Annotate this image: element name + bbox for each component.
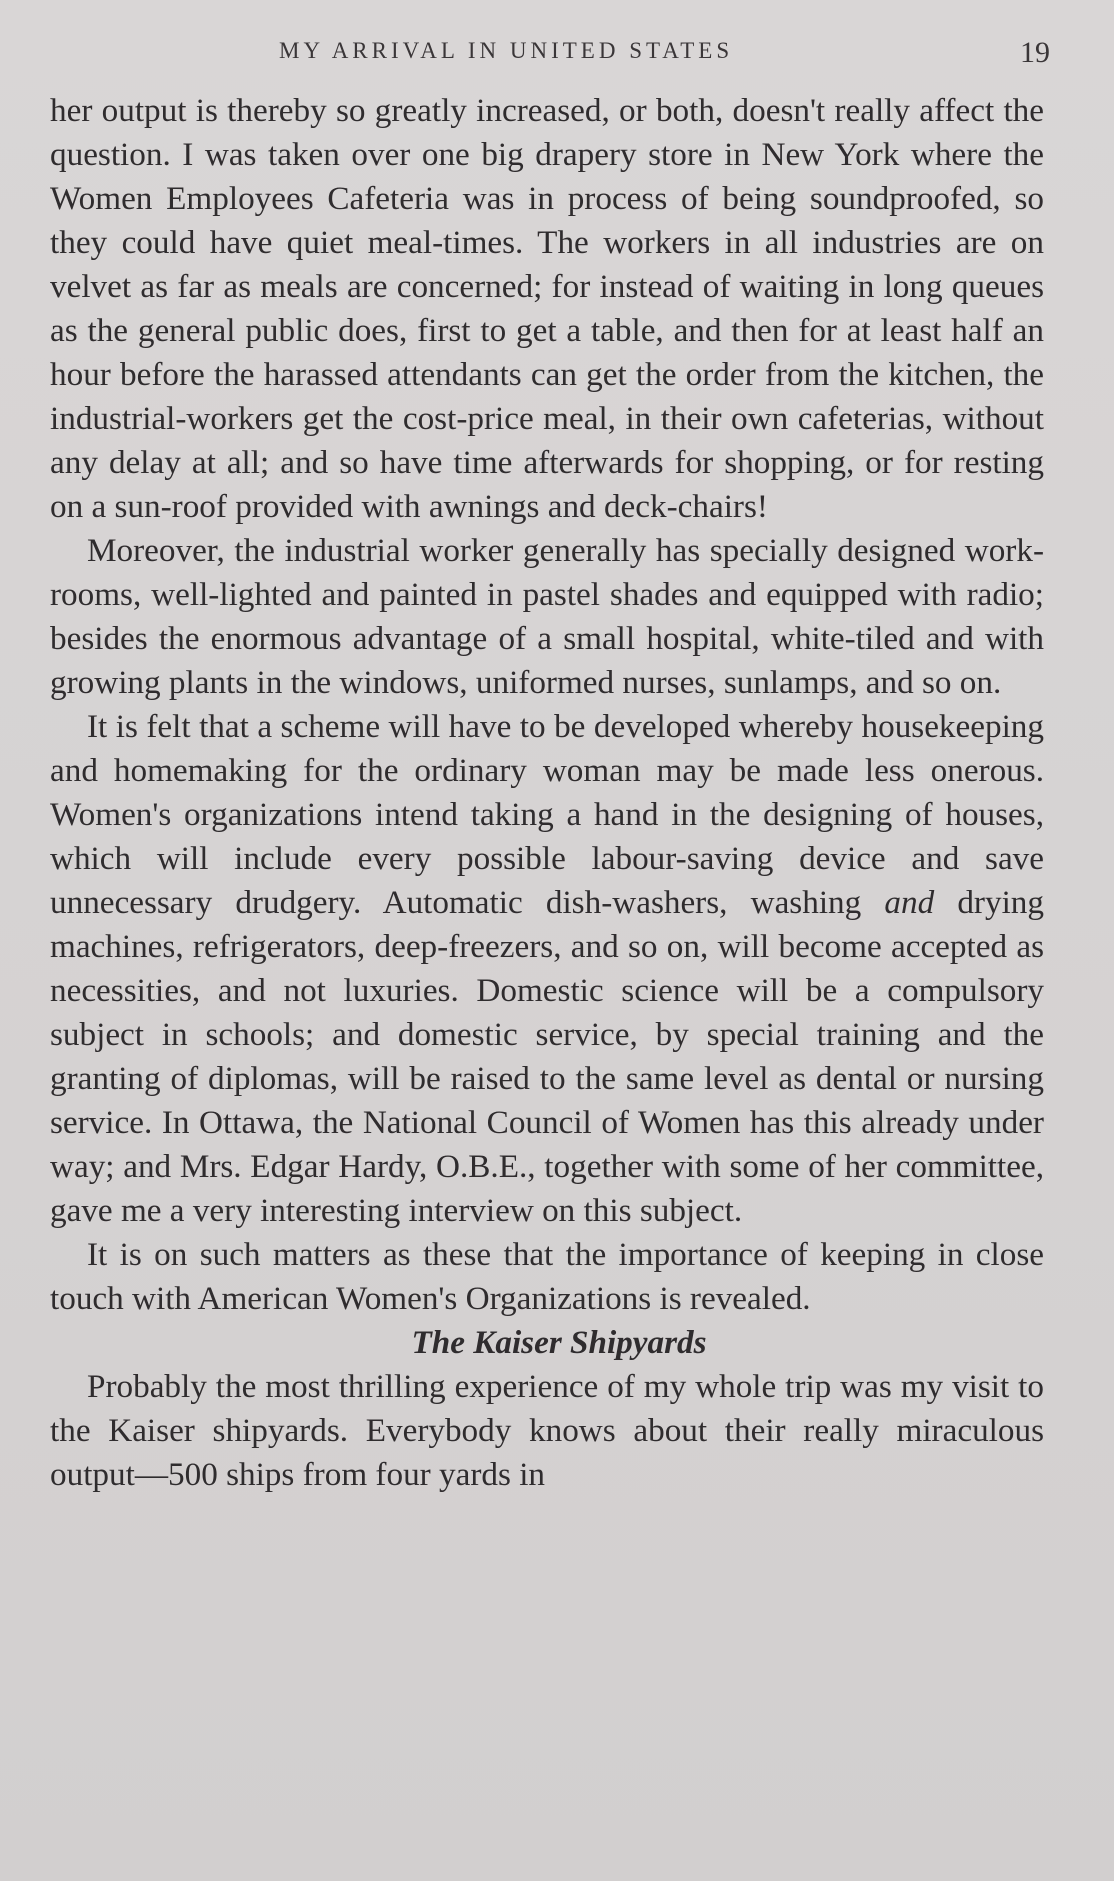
paragraph-5: Probably the most thrilling experience of my whole trip was my visit to the Kaiser shipyards. Everybody knows about their really miraculous output—500 ships from four yards in bbox=[50, 1368, 1044, 1493]
section-heading: The Kaiser Shipyards bbox=[411, 1324, 707, 1361]
page-number: 19 bbox=[1020, 36, 1050, 69]
paragraph-3 bbox=[50, 705, 1044, 1233]
italic-and: and bbox=[884, 884, 935, 921]
paragraph-2: Moreover, the industrial worker generally has specially designed work-rooms, well-lighted and painted in pastel shades and equipped with radio; besides the enormous advantage of a small hospital, white-tiled and with growing plants in the windows, uniformed nurses, sunlamps, and so on. bbox=[50, 532, 1044, 701]
running-head bbox=[50, 36, 1050, 70]
paragraph-3-text-start: It is felt that a scheme will have to be developed whereby housekeeping and homemaking for the ordinary woman may be made less onerous. Women's organizations intend taking a hand in the designing of houses, which will include every possible labour-saving device and save unnecessary drudgery. Automatic dish-washers, washing bbox=[50, 708, 1044, 921]
running-title: MY ARRIVAL IN UNITED STATES bbox=[279, 38, 734, 63]
paragraph-4: It is on such matters as these that the importance of keeping in close touch with American Women's Organizations is revealed. bbox=[50, 1236, 1044, 1317]
paragraph-3-text-end: drying machines, refrigerators, deep-freezers, and so on, will become accepted as necessities, and not luxuries. Domestic science will be a compulsory subject in schools; and domestic service, by special training and the granting of diplomas, will be raised to the same level as dental or nursing service. In Ottawa, the National Council of Women has this already under way; and Mrs. Edgar Hardy, O.B.E., together with some of her committee, gave me a very interesting interview on this subject. bbox=[50, 884, 1044, 1229]
body-text bbox=[50, 89, 1044, 1497]
paragraph-1: her output is thereby so greatly increased, or both, doesn't really affect the question. I was taken over one big drapery store in New York where the Women Employees Cafeteria was in process of being soundproofed, so they could have quiet meal-times. The workers in all industries are on velvet as far as meals are concerned; for instead of waiting in long queues as the general public does, first to get a table, and then for at least half an hour before the harassed attendants can get the order from the kitchen, the industrial-workers get the cost-price meal, in their own cafeterias, without any delay at all; and so have time afterwards for shopping, or for resting on a sun-roof provided with awnings and deck-chairs! bbox=[50, 92, 1044, 525]
